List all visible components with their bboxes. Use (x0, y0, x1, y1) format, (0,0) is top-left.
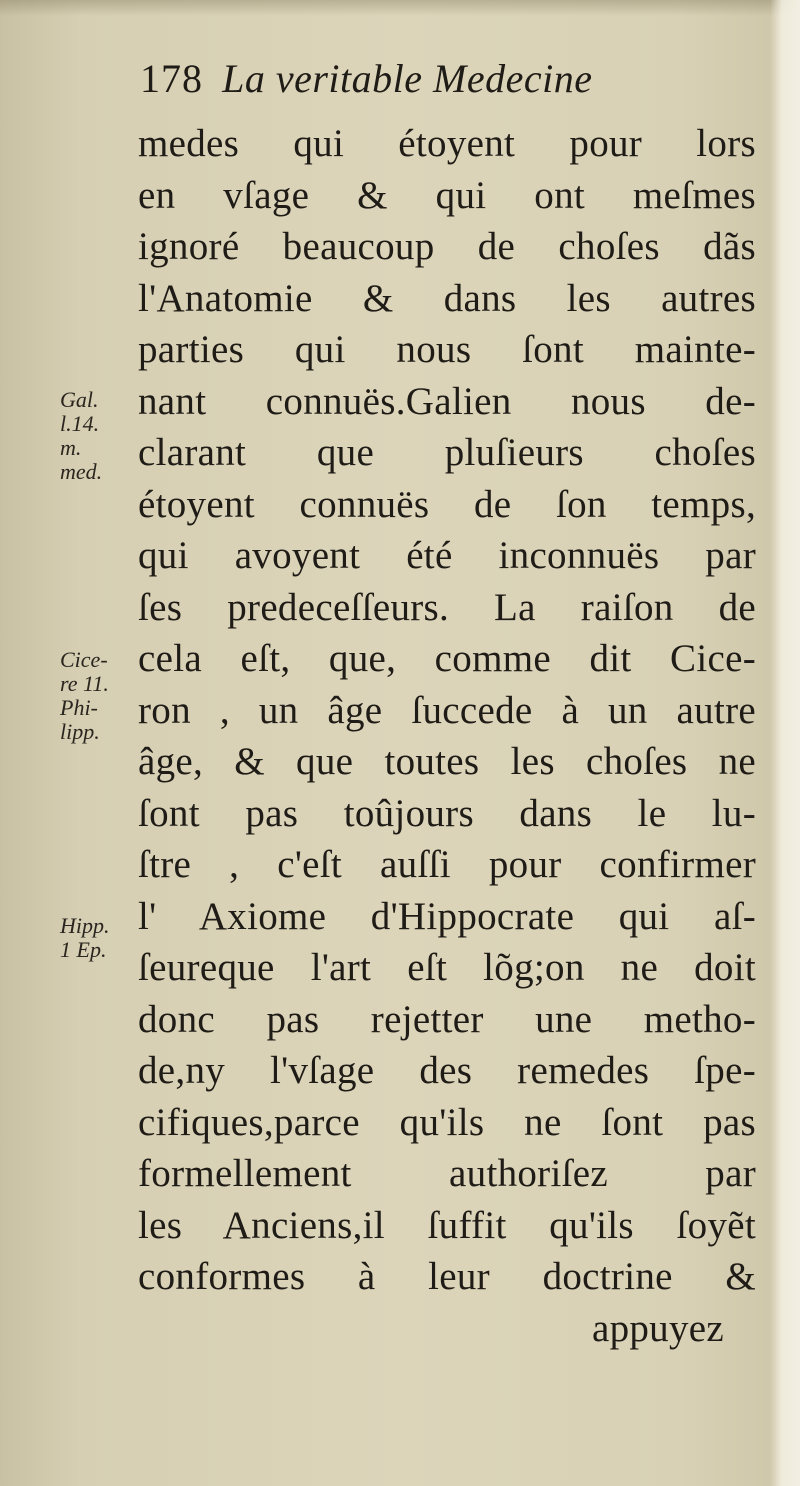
text-line: ſes predeceſſeurs. La raiſon de (138, 585, 756, 629)
text-line: parties qui nous ſont mainte- (138, 328, 756, 371)
text-line: en vſage & qui ont meſmes (138, 173, 756, 217)
margin-note-line: Gal. (60, 387, 99, 412)
text-line: cifiques,parce qu'ils ne ſont pas (138, 1100, 756, 1144)
margin-note-line: Phi- (60, 695, 98, 720)
margin-note-cicero (60, 648, 109, 744)
text-line: conformes à leur doctrine & (138, 1255, 756, 1298)
text-line: ſeureque l'art eſt lõg;on ne doit (138, 946, 756, 989)
margin-note-line: Cice- (60, 647, 108, 672)
text-line: ignoré beaucoup de choſes dãs (138, 225, 756, 268)
text-line: âge, & que toutes les choſes ne (138, 740, 756, 783)
text-line: de,ny l'vſage des remedes ſpe- (138, 1049, 756, 1092)
margin-note-line: 1 Ep. (60, 937, 107, 962)
page-number: 178 (140, 56, 203, 101)
margin-note-line: l.14. (60, 411, 100, 436)
text-line: formellement authoriſez par (138, 1152, 756, 1195)
running-title: La veritable Medecine (222, 56, 593, 101)
page-edge (770, 0, 800, 1486)
margin-note-line: lipp. (60, 719, 100, 744)
margin-note-hippocrates (60, 914, 110, 962)
text-line: étoyent connuës de ſon temps, (138, 482, 756, 526)
text-line: l' Axiome d'Hippocrate qui aſ- (138, 894, 756, 938)
text-line: donc pas rejetter une metho- (138, 997, 756, 1041)
page-header (140, 55, 740, 119)
text-line: ſont pas toûjours dans le lu- (138, 791, 756, 835)
text-line: l'Anatomie & dans les autres (138, 276, 756, 320)
text-line: medes qui étoyent pour lors (138, 122, 756, 165)
text-line: ſtre , c'eſt auſſi pour confirmer (138, 843, 756, 886)
text-line: qui avoyent été inconnuës par (138, 534, 756, 577)
body-text (138, 118, 756, 1354)
margin-note-galen (60, 388, 102, 484)
margin-note-line: m. (60, 435, 82, 460)
text-line: nant connuës.Galien nous de- (138, 379, 756, 423)
text-line: cela eſt, que, comme dit Cice- (138, 637, 756, 680)
text-line: les Anciens,il ſuffit qu'ils ſoyẽt (138, 1203, 756, 1247)
margin-note-line: Hipp. (60, 913, 110, 938)
catchword: appuyez (591, 1306, 724, 1350)
text-line: ron , un âge ſuccede à un autre (138, 688, 756, 732)
text-line: clarant que pluſieurs choſes (138, 431, 756, 474)
margin-note-line: med. (60, 459, 103, 484)
margin-note-line: re 11. (60, 671, 109, 696)
page-top-shadow (0, 0, 800, 16)
